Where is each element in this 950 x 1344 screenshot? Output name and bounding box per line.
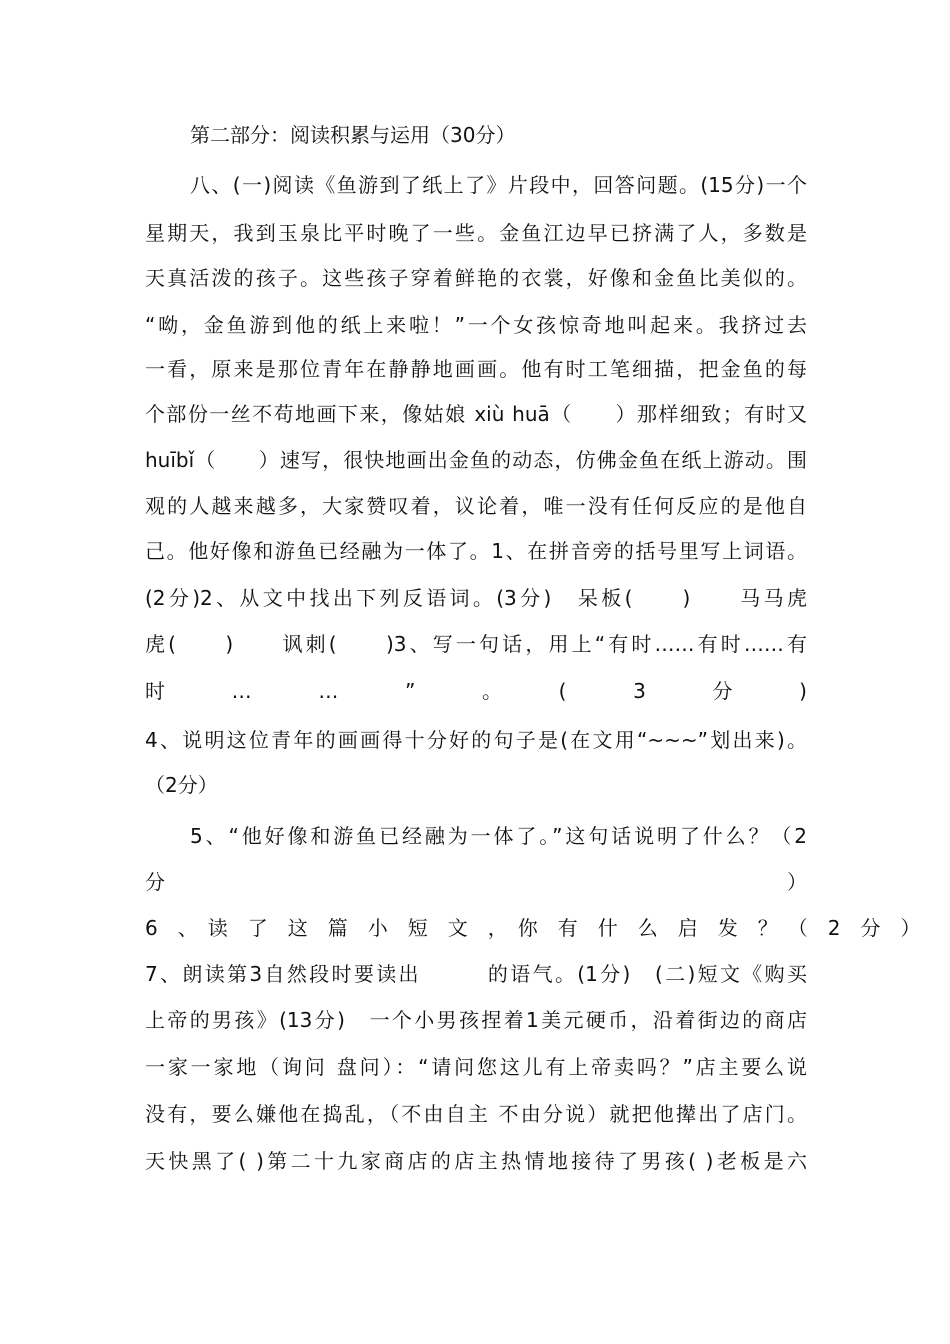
text-line: 己。他好像和游鱼已经融为一体了。1、在拼音旁的括号里写上词语。 [145, 539, 807, 563]
text-line: 天快黑了( )第二十九家商店的店主热情地接待了男孩( )老板是六 [145, 1149, 807, 1173]
text-line: 分 [145, 870, 165, 894]
text-line: 上帝的男孩》(13分) 一个小男孩捏着1美元硬币，沿着街边的商店 [145, 1008, 807, 1032]
text-line: 一家一家地（询问 盘问）：“请问您这儿有上帝卖吗？”店主要么说 [145, 1055, 807, 1079]
text-line: 4、说明这位青年的画画得十分好的句子是(在文用“~~~”划出来)。 [145, 728, 807, 752]
text-line: 6 、 读 了 这 篇 小 短 文 ， 你 有 什 么 启 发 ？ （ 2 分 ） [145, 916, 921, 940]
text-line: 7、朗读第3自然段时要读出 的语气。(1分) (二)短文《购买 [145, 962, 807, 986]
text-line: huībǐ（ ）速写，很快地画出金鱼的动态，仿佛金鱼在纸上游动。围 [145, 448, 807, 472]
text-line: 没有，要么嫌他在捣乱，（不由自主 不由分说）就把他撵出了店门。 [145, 1102, 807, 1126]
text-line: 时 … … ” 。 ( 3 分 ) [145, 679, 807, 703]
text-line: 一看，原来是那位青年在静静地画画。他有时工笔细描，把金鱼的每 [145, 357, 807, 381]
text-line: 天真活泼的孩子。这些孩子穿着鲜艳的衣裳，好像和金鱼比美似的。 [145, 266, 807, 290]
text-line: “呦，金鱼游到他的纸上来啦！”一个女孩惊奇地叫起来。我挤过去 [145, 313, 807, 337]
text-line: (2分)2、从文中找出下列反语词。(3分) 呆板( ) 马马虎 [145, 586, 807, 610]
text-line: 个部份一丝不苟地画下来，像姑娘 xiù huā（ ）那样细致；有时又 [145, 402, 807, 426]
text-line: 星期天，我到玉泉比平时晚了一些。金鱼江边早已挤满了人，多数是 [145, 221, 807, 245]
text-line: 5、“他好像和游鱼已经融为一体了。”这句话说明了什么？（2 [190, 824, 807, 848]
text-line: 观的人越来越多，大家赞叹着，议论着，唯一没有任何反应的是他自 [145, 494, 807, 518]
section-heading: 第二部分：阅读积累与运用（30分） [190, 123, 516, 147]
text-line: （2分） [145, 773, 218, 797]
text-line: 虎( ) 讽刺( )3、写一句话，用上“有时……有时……有 [145, 632, 807, 656]
text-line: 八、(一)阅读《鱼游到了纸上了》片段中，回答问题。(15分)一个 [190, 173, 807, 197]
text-line: ） [787, 870, 807, 894]
